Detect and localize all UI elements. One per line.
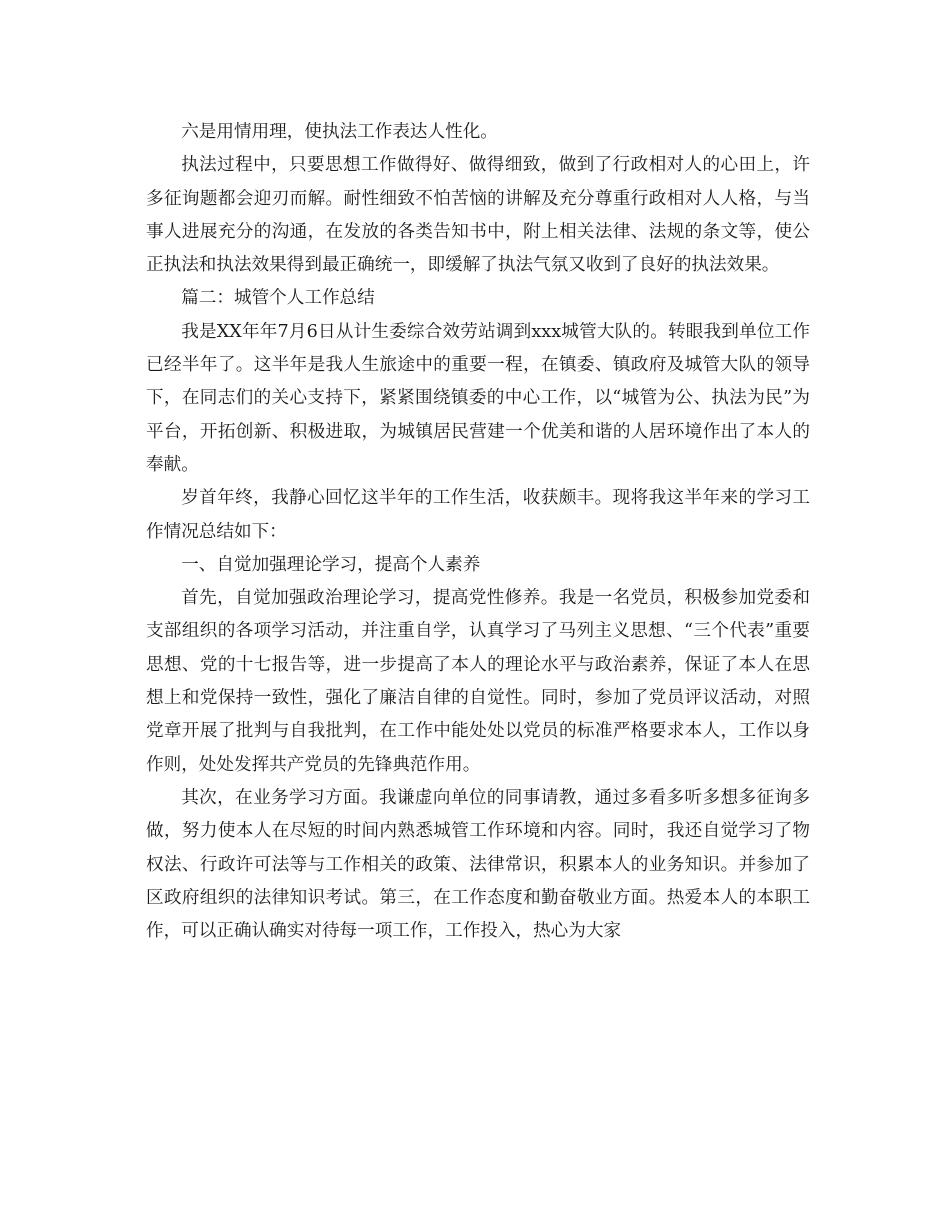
paragraph-introduction: 我是XX年年7月6日从计生委综合效劳站调到xxx城管大队的。转眼我到单位工作已经半年了。这半年是我人生旅途中的重要一程，在镇委、镇政府及城管大队的领导下，在同志们的关心支持下，紧紧围绕镇委的中心工作，以“城管为公、执法为民”为平台，开拓创新、积极进取，为城镇居民营建一个优美和谐的人居环境作出了本人的奉献。 [146,321,810,475]
paragraph-law-enforcement-process: 执法过程中，只要思想工作做得好、做得细致，做到了行政相对人的心田上，许多征询题都会迎刃而解。耐性细致不怕苦恼的讲解及充分尊重行政相对人人格，与当事人进展充分的沟通，在发放的各类告知书中，附上相关法律、法规的条文等，使公正执法和执法效果得到最正确统一，即缓解了执法气氛又收到了良好的执法效果。 [146,155,810,276]
paragraph-item-6-heading: 六是用情用理，使执法工作表达人性化。 [181,122,498,142]
paragraph-business-study: 其次，在业务学习方面。我谦虚向单位的同事请教，通过多看多听多想多征询多做，努力使本人在尽短的时间内熟悉城管工作环境和内容。同时，我还自觉学习了物权法、行政许可法等与工作相关的政策、法律常识，积累本人的业务知识。并参加了区政府组织的法律知识考试。第三，在工作态度和勤奋敬业方面。热爱本人的本职工作，可以正确认确实对待每一项工作，工作投入，热心为大家 [146,787,810,942]
paragraph-year-end-review: 岁首年终，我静心回忆这半年的工作生活，收获颇丰。现将我这半年来的学习工作情况总结如下： [146,488,810,542]
subheading-theory-study: 一、自觉加强理论学习，提高个人素养 [181,554,481,575]
document-body [146,116,810,948]
paragraph-political-study: 首先，自觉加强政治理论学习，提高党性修养。我是一名党员，积极参加党委和支部组织的各项学习活动，并注重自学，认真学习了马列主义思想、“三个代表”重要思想、党的十七报告等，进一步提高了本人的理论水平与政治素养，保证了本人在思想上和党保持一致性，强化了廉洁自律的自觉性。同时，参加了党员评议活动，对照党章开展了批判与自我批判，在工作中能处处以党员的标准严格要求本人，工作以身作则，处处发挥共产党员的先锋典范作用。 [146,588,810,775]
section-title-part-two: 篇二：城管个人工作总结 [181,288,375,309]
